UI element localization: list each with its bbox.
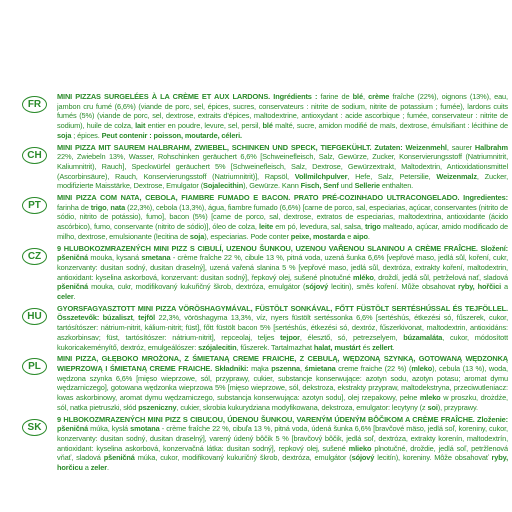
bold-text-segment: celer — [57, 292, 74, 302]
bold-text-segment: GYORSFAGYASZTOTT MINI PIZZA VÖRÖSHAGYMÁVAL, FÜSTÖLT SONKÁVAL, FŐTT FÜSTÖLT SERTÉSHÚSSAL ÉS TEJFÖLLEL. Összetevők: búzaliszt — [57, 303, 508, 323]
text-segment: ; épices. — [71, 130, 102, 140]
bold-text-segment: Weizenmalz — [436, 171, 477, 181]
text-segment: , cukor, módosított kukoricakeményítő, dextróz, emulgeálószer: — [57, 332, 508, 352]
text-segment: plnotučné, droždie, jedlá soľ, petržlenová vňať, sladová — [57, 443, 508, 463]
text-segment: entier en poudre, levure, sel, persil, — [145, 121, 263, 131]
block-fr — [22, 92, 508, 141]
text-segment: malteado, açúcar, amido modificado de milho, dextrose, emulsionante (lecitina de — [57, 222, 508, 241]
bold-text-segment: Halbrahm — [474, 142, 508, 152]
bold-text-segment: szójalecitin — [198, 342, 237, 352]
bold-text-segment: 9 HLUBOKOZMRAZENÝCH MINI PIZZ S CIBULÍ, UZENOU ŠUNKOU, UZENOU VAŘENOU SLANINOU A CRÈME FRAÎCHE. Složení: — [57, 243, 508, 253]
ingredients-text-ch — [57, 143, 508, 192]
bold-text-segment: pšeničná — [57, 282, 89, 292]
block-cz — [22, 244, 508, 302]
ingredients-text-hu — [57, 304, 508, 353]
text-segment: mąka — [248, 363, 272, 373]
bold-text-segment: pszeniczny — [138, 402, 177, 412]
text-segment: , Hefe, Salz, Petersilie, — [347, 171, 437, 181]
bold-text-segment: Vollmilchpulver — [294, 171, 348, 181]
text-segment: (22,3%), cebola (13,3%), água, fiambre fumado (6,6%) [carne de porco, sal, especiarias, açúcar, conservantes (nitrito de sódio, nitrito de potássio), fumo], bacon (5%) [carne de porco, sal, dextrose, extratos de especiarias, maltodextrina, antioxidante (ácido ascórbico), fumo, conservante (nitrito de sódio)], óleo de colza, — [57, 202, 508, 232]
bold-text-segment: aipo — [353, 231, 368, 241]
bold-text-segment: pszenna — [271, 363, 300, 373]
bold-text-segment: lait — [135, 121, 146, 131]
bold-text-segment: soja — [189, 231, 205, 241]
bold-text-segment: ryby, hořčici — [458, 282, 501, 292]
bold-text-segment: MINI PIZZA, GŁĘBOKO MROŻONA, Z ŚMIETANĄ CREME FRAICHE, Z CEBULĄ, WĘDZONĄ SZYNKĄ, GOTOWANĄ WĘDZONKĄ WIEPRZOWĄ I ŚMIETANĄ CREME FRAICHE. Składniki: — [57, 354, 508, 373]
text-segment: farine de — [317, 92, 353, 101]
bold-text-segment: ryby, horčicu — [57, 453, 508, 473]
text-segment: ), przyprawy. — [437, 402, 478, 412]
bold-text-segment: pšeničná — [57, 253, 89, 263]
bold-text-segment: Peut contenir : poisson, moutarde, céleri. — [101, 130, 242, 140]
bold-text-segment: sójový — [305, 282, 329, 292]
text-segment: ), cebula (13 %), woda, wędzona szynka 6,6% [mięso wieprzowe, sól, przyprawy, cukier, substancje konserwujące: azotyn sodu, azotyn potasu; aromat dymu wędzarniczego], gotowana wędzonka wieprzowa 5% [mięso wieprzowe, sól, dekstroza, ekstrakty przypraw, maltodekstryna, przeciwutleniacz: kwas askorbinowy, aromat dymu wędzarniczego, substancja konserwująca: azotyn sodu], olej rzepakowy, pełne — [57, 363, 508, 403]
text-segment: . — [73, 292, 76, 302]
language-badge-hu: HU — [22, 308, 47, 325]
bold-text-segment: soja — [57, 130, 72, 140]
bold-text-segment: trigo — [364, 222, 381, 232]
text-segment: , Zucker, modifizierte Maisstärke, Dextrose, Emulgator ( — [57, 171, 508, 191]
language-badge-ch: CH — [22, 147, 47, 164]
block-pt — [22, 193, 508, 242]
bold-text-segment: pšeničná — [57, 424, 89, 434]
text-segment: - crème fraîche 22 %, cibule 13 %, pitná voda, uzená šunka 6,6% [vepřové maso, jedlá sůl, koření, cukr, konzervanty: dusitan sodný, dusitan draselný], uzená vařená slanina 5 % [vepřové maso, jedlá sůl, dextróza, extrakty koření, maltodextrin, antioxidant: kyselina askorbová, konzervant: dusitan sodný], řepkový olej, sušené plnotučné — [57, 253, 508, 282]
bold-text-segment: blé — [262, 121, 273, 131]
block-sk — [22, 415, 508, 473]
bold-text-segment: smetana — [141, 253, 171, 263]
language-badge-pt: PT — [22, 197, 47, 214]
bold-text-segment: crème — [368, 92, 390, 101]
bold-text-segment: tejpor — [280, 332, 300, 342]
text-segment: és — [360, 342, 373, 352]
text-segment: , cukier, skrobia kukurydziana modyfikowana, dekstroza, emulgator: lecytyny (z — [176, 402, 428, 412]
bold-text-segment: mleko — [411, 363, 433, 373]
text-segment: . — [392, 342, 395, 352]
language-badge-fr: FR — [22, 96, 47, 113]
bold-text-segment: 9 HLBOKOZMRAZENÝCH MINI PIZZ S CIBUĽOU, ÚDENOU ŠUNKOU, VARENÝM ÚDENÝM BÔČIKOM A CRÈME FRAÎCHE. Zloženie: — [57, 414, 508, 424]
bold-text-segment: búzamaláta — [403, 332, 443, 342]
text-segment: , élesztő, só, petrezselyem, — [299, 332, 404, 342]
text-segment: e — [345, 231, 354, 241]
text-segment: fraîche (22%), oignons (13%), eau, jambon cru fumé (6,6%) (viande de porc, sel, épices, sucres, conservateurs : nitrite de sodium, nitrite de potassium ; fumée), lardons cuits fumés (5%) (viande de porc, sel, dextrose, extraits d'épices, maltodextrine, antioxydant : acide ascorbique ; fumée, conservateur : nitrite de sodium), huile de colza, — [57, 92, 508, 131]
language-badge-cz: CZ — [22, 248, 47, 265]
bold-text-segment: śmietana — [304, 363, 336, 373]
bold-text-segment: pšeničná — [103, 453, 135, 463]
text-segment: malté, sucre, amidon modifié de maïs, dextrose, émulsifiant : lécithine de — [272, 121, 508, 131]
text-segment: , — [300, 363, 305, 373]
ingredients-text-sk — [57, 415, 508, 473]
bold-text-segment: halat, mustárt — [313, 342, 361, 352]
bold-text-segment: Sellerie — [354, 181, 380, 191]
text-segment: , fűszerek. Tartalmazhat — [236, 342, 314, 352]
bold-text-segment: leite — [258, 222, 274, 232]
bold-text-segment: MINI PIZZA COM NATA, CEBOLA, FIAMBRE FUMADO E BACON. PRATO PRÉ-COZINHADO ULTRACONGELADO. Ingredientes: — [57, 193, 508, 203]
text-segment: lecitin), směs koření. Může obsahovat — [328, 282, 459, 292]
text-segment: und — [338, 181, 355, 191]
bold-text-segment: sójový — [351, 453, 375, 463]
bold-text-segment: mleko — [419, 393, 441, 403]
block-ch — [22, 143, 508, 192]
text-segment: , — [132, 313, 139, 323]
text-segment: enthalten. — [379, 181, 414, 191]
bold-text-segment: MINI PIZZAS SURGELÉES À LA CRÈME ET AUX LARDONS. Ingrédients : — [57, 92, 318, 101]
bold-text-segment: Fisch, Senf — [300, 181, 339, 191]
bold-text-segment: tejföl — [138, 313, 156, 323]
text-segment: em pó, levedura, sal, salsa, — [273, 222, 365, 232]
text-segment: , droždí, jedlá sůl, petrželová nať, sladová — [373, 272, 508, 282]
block-hu — [22, 304, 508, 353]
bold-text-segment: trigo — [90, 202, 107, 212]
text-segment: mouka, cukr, modifikovaný kukuřičný škrob, dextróza, emulgátor ( — [88, 282, 306, 292]
text-segment: - crème fraîche 22 %, cibuľa 13 %, pitná voda, údená šunka 6,6% [bravčové mäso, jedlá soľ, koreniny, cukor, konzervanty: dusitan sodný, dusitan draselný], varený údený bôčik 5 % [bravčový bôčik, jedlá soľ, dextróza, extrakty korenín, maltodextrín, antioxidant: kyselina askorbová, konzervačná látka: dusitan sodný], repkový olej, sušené — [57, 424, 508, 453]
text-segment: 22,3%, vöröshagyma 13,3%, víz, nyers füstölt sertéssonka 6,6% [sertéshús, étkezési só, fűszerek, cukor, tartósítószer: nátrium-nitrit, kálium-nitrit; füst], főtt füstölt bacon 5% [sertéshús, étkezési só, dextróz, fűszerkivonat, maltodextrin, antioxidáns: aszkorbinsav; füst, tartósítószer: nátrium-nitrit], repceolaj, teljes — [57, 313, 508, 342]
text-segment: múka, cukor, modifikovaný kukuričný škrob, dextróza, emulgátor ( — [134, 453, 352, 463]
text-segment: creme fraiche (22 %) ( — [335, 363, 412, 373]
bold-text-segment: zeler — [90, 463, 107, 473]
bold-text-segment: soi — [427, 402, 438, 412]
bold-text-segment: nata — [110, 202, 126, 212]
ingredients-text-fr — [57, 92, 508, 141]
text-segment: . — [367, 231, 370, 241]
ingredients-text-cz — [57, 244, 508, 302]
bold-text-segment: smotana — [130, 424, 160, 434]
text-segment: a — [501, 282, 508, 292]
text-segment: mouka, kysaná — [88, 253, 142, 263]
ingredients-text-pt — [57, 193, 508, 242]
block-pl — [22, 354, 508, 412]
bold-text-segment: MINI PIZZA MIT SAUREM HALBRAHM, ZWIEBEL, SCHINKEN UND SPECK, TIEFGEKÜHLT. Zutaten: Weizenmehl — [57, 142, 447, 152]
text-segment: , saurer — [446, 142, 475, 152]
text-segment: ), especiarias. Pode conter — [204, 231, 291, 241]
text-segment: múka, kyslá — [88, 424, 131, 434]
text-segment: a — [82, 463, 91, 473]
bold-text-segment: mlieko — [348, 443, 372, 453]
text-segment: farinha de — [57, 202, 91, 212]
text-segment: , — [106, 202, 111, 212]
bold-text-segment: Sojalecithin — [203, 181, 244, 191]
text-segment: . — [106, 463, 109, 473]
bold-text-segment: peixe, mostarda — [290, 231, 346, 241]
text-segment: 22%, Zwiebeln 13%, Wasser, Rohschinken geräuchert 6,6% [Schweinefleisch, Salz, Gewürze, Zucker, Konservierungsstoff (Natriumnitrit, Kaliumnitrit), Rauch], Speckwürfel geräuchert 5% [Schweinefleisch, Salz, Dextrose, Gewürzextrakt, Maltodextrin, Antioxidationsmittel (Ascorbinsäure), Rauch, Konservierungsstoff (Natriumnitrit)], Rapsöl, — [57, 152, 508, 181]
text-segment: , — [362, 92, 369, 101]
text-segment: w proszku, drożdże, sól, natka pietruszki, słód — [57, 393, 508, 412]
language-badge-pl: PL — [22, 358, 47, 375]
ingredients-text-pl — [57, 354, 508, 412]
text-segment: ), Gewürze. Kann — [243, 181, 301, 191]
bold-text-segment: mléko — [353, 272, 374, 282]
bold-text-segment: blé — [352, 92, 363, 101]
text-segment: lecitín), koreniny. Môže obsahovať — [374, 453, 492, 463]
bold-text-segment: zellert — [372, 342, 393, 352]
language-badge-sk: SK — [22, 419, 47, 436]
